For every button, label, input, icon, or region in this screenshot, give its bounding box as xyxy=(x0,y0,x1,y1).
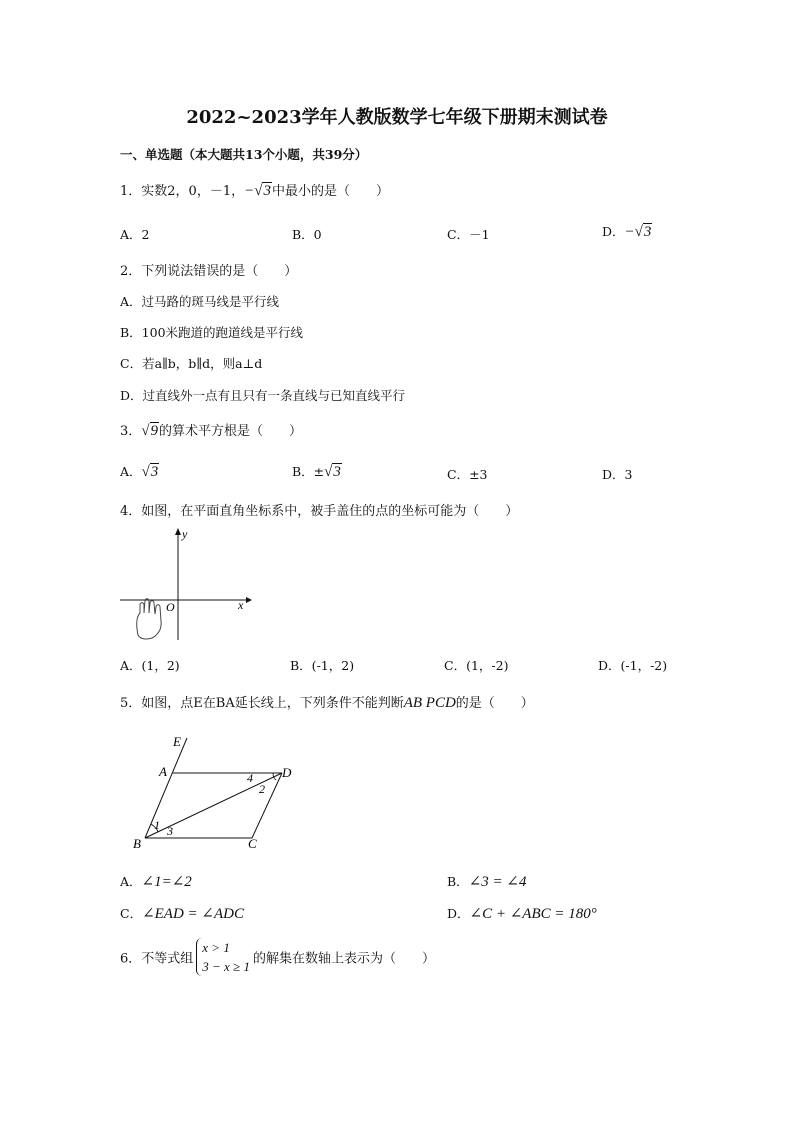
q5-option-b[interactable] xyxy=(447,872,526,891)
q2-option-d[interactable]: D．过直线外一点有且只有一条直线与已知直线平行 xyxy=(120,388,406,403)
origin-label: O xyxy=(166,600,175,614)
q3-option-b-radicand: 3 xyxy=(333,464,341,480)
q1-radicand: 3 xyxy=(263,183,271,199)
q4-option-b[interactable]: B．(-1，2) xyxy=(290,658,355,673)
q2-option-b[interactable]: B．100米跑道的跑道线是平行线 xyxy=(120,325,304,340)
q3-option-b-label: B．± xyxy=(292,464,325,479)
q2-option-a[interactable]: A．过马路的斑马线是平行线 xyxy=(120,294,280,309)
question-3-stem xyxy=(120,420,302,440)
hand-icon xyxy=(137,599,161,639)
q3-stem-suffix: 的算术平方根是（ ） xyxy=(159,424,303,439)
page-title: 2022~2023学年人教版数学七年级下册期末测试卷 xyxy=(186,107,608,128)
q5-option-d[interactable] xyxy=(447,904,597,923)
q5-option-c-math: ∠EAD = ∠ADC xyxy=(142,906,244,922)
angle-1: 1 xyxy=(154,818,160,832)
q5-option-a[interactable] xyxy=(120,872,192,891)
section-heading: 一、单选题（本大题共13个小题，共39分） xyxy=(120,147,368,162)
q3-option-d[interactable]: D．3 xyxy=(602,467,633,482)
q1-option-b[interactable]: B．0 xyxy=(292,227,322,242)
point-E: E xyxy=(173,734,181,749)
q5-stem-suffix: 的是（ ） xyxy=(455,696,534,711)
q3-stem-text: 3． xyxy=(120,424,142,439)
q5-option-a-math: ∠1=∠2 xyxy=(141,874,192,890)
point-D: D xyxy=(282,765,292,780)
x-axis-label: x xyxy=(238,598,244,612)
q1-option-d-sqrt: √3 xyxy=(634,224,652,240)
q1-minus: − xyxy=(244,183,255,199)
y-axis-label: y xyxy=(182,527,188,541)
q5-option-d-label: D． xyxy=(447,906,470,921)
q5-option-b-label: B． xyxy=(447,874,469,889)
question-2-stem: 2．下列说法错误的是（ ） xyxy=(120,264,298,279)
point-C: C xyxy=(248,836,257,851)
x-axis-arrow xyxy=(246,597,252,603)
q3-option-b[interactable] xyxy=(292,462,342,481)
q1-sqrt: √3 xyxy=(254,183,271,199)
q5-stem-text: 5．如图，点E在BA延长线上，下列条件不能判断 xyxy=(120,696,404,711)
point-B: B xyxy=(133,836,141,851)
question-6-stem xyxy=(120,938,435,976)
q1-option-d[interactable] xyxy=(602,222,652,241)
q4-option-d[interactable]: D．(-1，-2) xyxy=(598,658,668,673)
q3-sqrt: √9 xyxy=(141,423,159,439)
q3-radicand: 9 xyxy=(150,423,159,439)
q3-option-c[interactable]: C．±3 xyxy=(447,467,488,482)
q5-option-b-math: ∠3 = ∠4 xyxy=(468,874,527,890)
q1-option-d-label: D． xyxy=(602,224,625,239)
point-A: A xyxy=(159,764,167,779)
q5-option-a-label: A． xyxy=(120,874,142,889)
q5-stem-math: AB PCD xyxy=(403,695,456,711)
q6-inequality-2: 3 − x ≥ 1 xyxy=(202,959,250,974)
question-5-stem xyxy=(120,692,534,712)
q3-option-a[interactable] xyxy=(120,462,159,481)
q5-parallelogram-figure xyxy=(125,728,305,853)
q4-option-a[interactable]: A．(1，2) xyxy=(120,658,180,673)
q1-option-a[interactable]: A．2 xyxy=(120,227,150,242)
q4-option-c[interactable]: C．(1，-2) xyxy=(444,658,509,673)
q1-option-c[interactable]: C．－1 xyxy=(447,227,490,242)
q6-inequality-system xyxy=(196,938,250,976)
q4-coordinate-figure xyxy=(118,525,258,645)
question-4-stem: 4．如图，在平面直角坐标系中，被手盖住的点的坐标可能为（ ） xyxy=(120,504,519,519)
q1-stem-suffix: 中最小的是（ ） xyxy=(271,184,389,199)
q2-option-c[interactable]: C．若a∥b，b∥d，则a⊥d xyxy=(120,356,263,371)
q6-stem-suffix: 的解集在数轴上表示为（ ） xyxy=(252,951,435,967)
q6-stem-text: 6．不等式组 xyxy=(120,951,194,967)
angle-3: 3 xyxy=(167,824,173,838)
q1-stem-text: 1．实数2，0，－1， xyxy=(120,184,245,199)
q3-option-a-sqrt: √3 xyxy=(141,464,159,480)
q5-option-c[interactable] xyxy=(120,904,244,923)
y-axis-arrow xyxy=(175,528,181,535)
line-EB xyxy=(145,738,187,838)
q5-option-d-math: ∠C + ∠ABC = 180° xyxy=(469,906,597,922)
segment-DC xyxy=(252,773,282,838)
q3-option-a-label: A． xyxy=(120,464,142,479)
question-1-stem xyxy=(120,180,389,200)
angle-4: 4 xyxy=(247,771,253,785)
angle-2: 2 xyxy=(259,782,265,796)
q3-option-a-radicand: 3 xyxy=(150,464,159,480)
q5-option-c-label: C． xyxy=(120,906,143,921)
q1-option-d-minus: − xyxy=(624,224,635,240)
q3-option-b-sqrt: √3 xyxy=(324,464,341,480)
q1-option-d-radicand: 3 xyxy=(643,224,652,240)
q6-inequality-1: x > 1 xyxy=(202,940,230,955)
